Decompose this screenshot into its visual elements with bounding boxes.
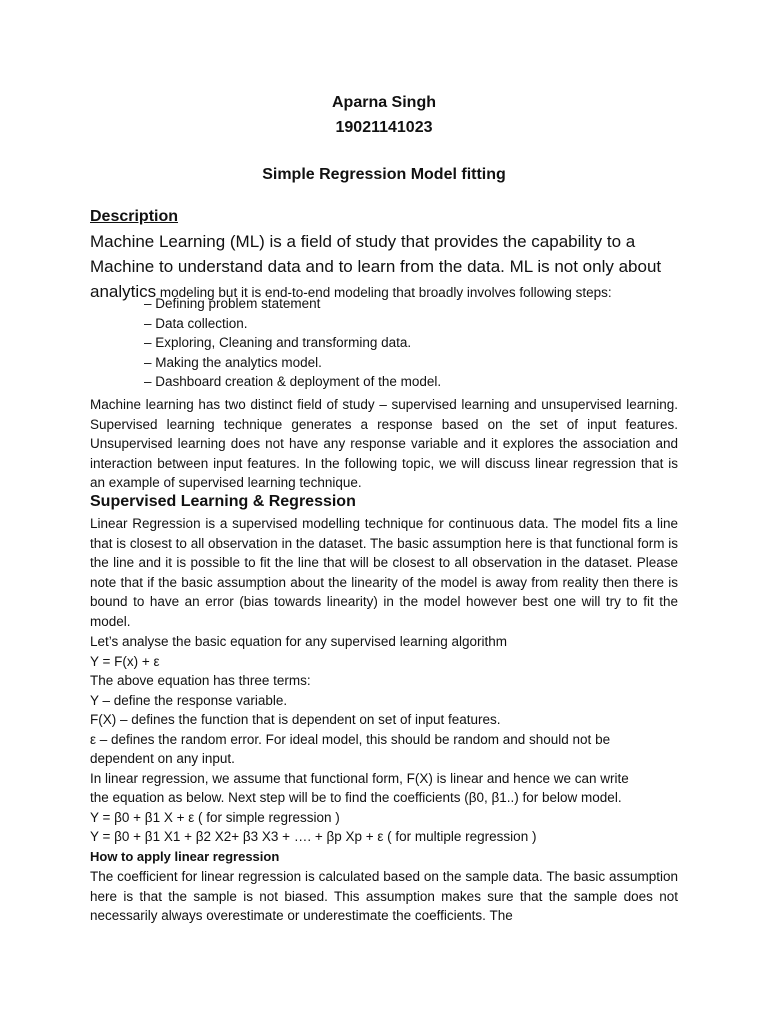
list-item: – Exploring, Cleaning and transforming data.	[144, 335, 412, 351]
steps-list	[144, 294, 441, 392]
author-name: Aparna Singh	[331, 94, 436, 111]
ml-paragraph: Machine learning has two distinct field of study – supervised learning and unsupervised learning. Supervised learning technique generates a response based on the set of input features. Unsupervised learning does not have any response variable and it explores the association and interaction between input features. In the following topic, we will discuss linear regression that is an example of supervised learning technique.	[90, 397, 678, 491]
equation-line: Y = β0 + β1 X1 + β2 X2+ β3 X3 + …. + βp Xp + ε ( for multiple regression )	[90, 829, 537, 844]
text-line: ε – defines the random error. For ideal model, this should be random and should not be	[90, 732, 611, 747]
text-line: dependent on any input.	[90, 751, 235, 766]
linear-regression-paragraph: Linear Regression is a supervised modelling technique for continuous data. The model fits a line that is closest to all observation in the dataset. The basic assumption here is that functional form is the line and it is possible to fit the line that will be closest to all observation in the dataset. Please note that if the basic assumption about the linearity of the model is away from reality then there is bound to have an error (bias towards linearity) in the model however best one will try to fit the model.	[90, 516, 678, 629]
document-title: Simple Regression Model fitting	[262, 166, 506, 183]
text-line: the equation as below. Next step will be to find the coefficients (β0, β1..) for below model.	[90, 790, 622, 805]
list-item: – Data collection.	[144, 315, 248, 331]
supervised-heading: Supervised Learning & Regression	[90, 493, 356, 510]
equation-line: Y = β0 + β1 X + ε ( for simple regression )	[90, 810, 340, 825]
description-heading: Description	[90, 208, 179, 225]
equation-line: Y = F(x) + ε	[90, 654, 160, 669]
how-to-heading: How to apply linear regression	[90, 849, 280, 864]
text-line: F(X) – defines the function that is dependent on set of input features.	[90, 712, 501, 727]
intro-large-text: Machine Learning (ML) is a field of study that provides the capability to a Machine to understand data and to learn from the data. ML is not only about analytics	[90, 232, 662, 301]
text-line: Y – define the response variable.	[90, 693, 288, 708]
text-line: Let’s analyse the basic equation for any supervised learning algorithm	[90, 634, 508, 649]
intro-small-text: modeling but it is end-to-end modeling that broadly involves following steps:	[156, 285, 612, 300]
list-item: – Defining problem statement	[144, 296, 321, 311]
list-item: – Making the analytics model.	[144, 354, 322, 370]
text-line: The above equation has three terms:	[90, 673, 311, 688]
coefficient-paragraph: The coefficient for linear regression is calculated based on the sample data. The basic assumption here is that the sample is not biased. This assumption makes sure that the sample does not necessarily always overestimate or underestimate the coefficients. The	[90, 869, 678, 924]
author-id: 19021141023	[335, 119, 433, 136]
text-line: In linear regression, we assume that functional form, F(X) is linear and hence we can write	[90, 771, 629, 786]
list-item: – Dashboard creation & deployment of the model.	[144, 374, 442, 390]
